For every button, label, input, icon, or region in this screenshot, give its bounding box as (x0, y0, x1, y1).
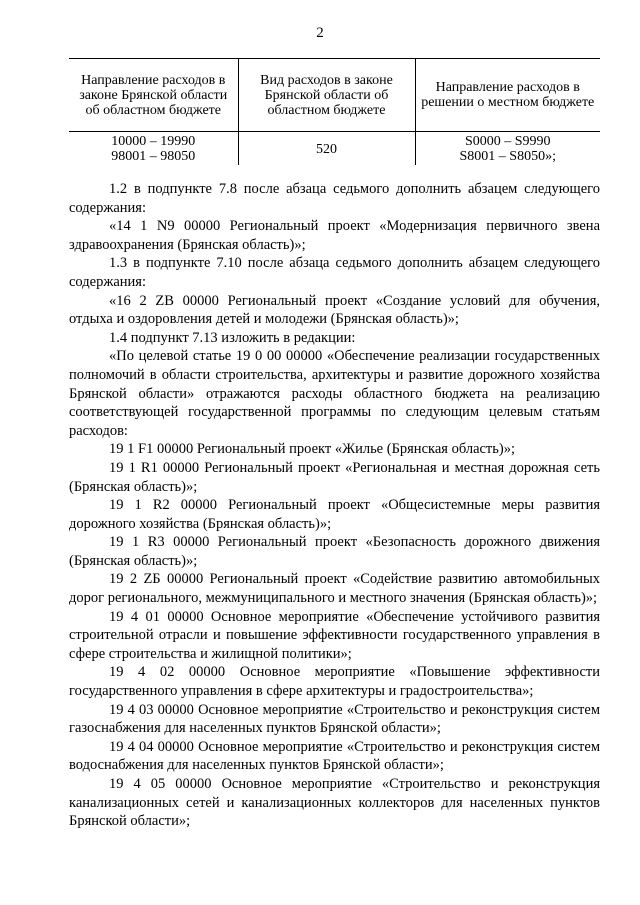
paragraph: 1.4 подпункт 7.13 изложить в редакции: (109, 329, 356, 346)
paragraph: «14 1 N9 00000 Региональный проект «Модернизация первичного звена здравоохранения (Брянская область)»; (69, 218, 600, 253)
paragraph: 19 4 04 00000 Основное мероприятие «Строительство и реконструкция систем водоснабжения для населенных пунктов Брянской области»; (69, 738, 600, 774)
table-cell-line: S0000 – S9990 (464, 134, 551, 149)
table-row (69, 132, 600, 166)
page-number: 2 (316, 25, 324, 41)
table-cell-line: 10000 – 19990 (111, 134, 196, 149)
table-header-cell: Направление расходов в законе Брянской области об областном бюджете (69, 59, 238, 132)
budget-codes-table (69, 58, 600, 165)
table-cell (415, 132, 600, 166)
paragraph: «16 2 ZB 00000 Региональный проект «Создание условий для обучения, отдыха и оздоровления детей и молодежи (Брянская область)»; (69, 292, 600, 328)
table-header-cell: Направление расходов в решении о местном бюджете (415, 59, 600, 132)
table-header-cell: Вид расходов в законе Брянской области об областном бюджете (238, 59, 415, 132)
table-cell-line: 98001 – 98050 (111, 149, 196, 164)
paragraph: «По целевой статье 19 0 00 00000 «Обеспечение реализации государственных полномочий в области строительства, архитектуры и развитие дорожного хозяйства Брянской области» отражаются расходы областного бюджета на реализацию соответствующей государственной программы по следующим целевым статьям расходов: (69, 348, 600, 439)
table-cell: 520 (238, 132, 415, 166)
document-body (69, 180, 600, 831)
table-cell-line: S8001 – S8050»; (459, 149, 556, 164)
paragraph: 1.2 в подпункте 7.8 после абзаца седьмого дополнить абзацем следующего содержания: (69, 181, 600, 216)
paragraph: 1.3 в подпункте 7.10 после абзаца седьмого дополнить абзацем следующего содержания: (69, 255, 600, 290)
paragraph: 19 1 R2 00000 Региональный проект «Общесистемные меры развития дорожного хозяйства (Брянская область)»; (69, 497, 600, 532)
paragraph: 19 1 R1 00000 Региональный проект «Региональная и местная дорожная сеть (Брянская область)»; (69, 459, 600, 495)
paragraph: 19 1 F1 00000 Региональный проект «Жилье (Брянская область)»; (109, 441, 515, 458)
paragraph: 19 4 02 00000 Основное мероприятие «Повышение эффективности государственного управления в сфере архитектуры и градостроительства»; (69, 664, 600, 700)
paragraph: 19 4 05 00000 Основное мероприятие «Строительство и реконструкция канализационных сетей и канализационных коллекторов для населенных пунктов Брянской области»; (69, 776, 600, 830)
paragraph: 19 1 R3 00000 Региональный проект «Безопасность дорожного движения (Брянская область)»; (69, 534, 600, 569)
paragraph: 19 4 01 00000 Основное мероприятие «Обеспечение устойчивого развития строительной отрасли и повышение эффективности государственного управления в сфере строительства и жилищной политики»; (69, 608, 600, 662)
paragraph: 19 4 03 00000 Основное мероприятие «Строительство и реконструкция систем газоснабжения для населенных пунктов Брянской области»; (69, 701, 600, 737)
table-cell (69, 132, 238, 166)
table-header-row (69, 59, 600, 132)
paragraph: 19 2 ZБ 00000 Региональный проект «Содействие развитию автомобильных дорог регионального, межмуниципального и местного значения (Брянская область)»; (69, 571, 600, 607)
